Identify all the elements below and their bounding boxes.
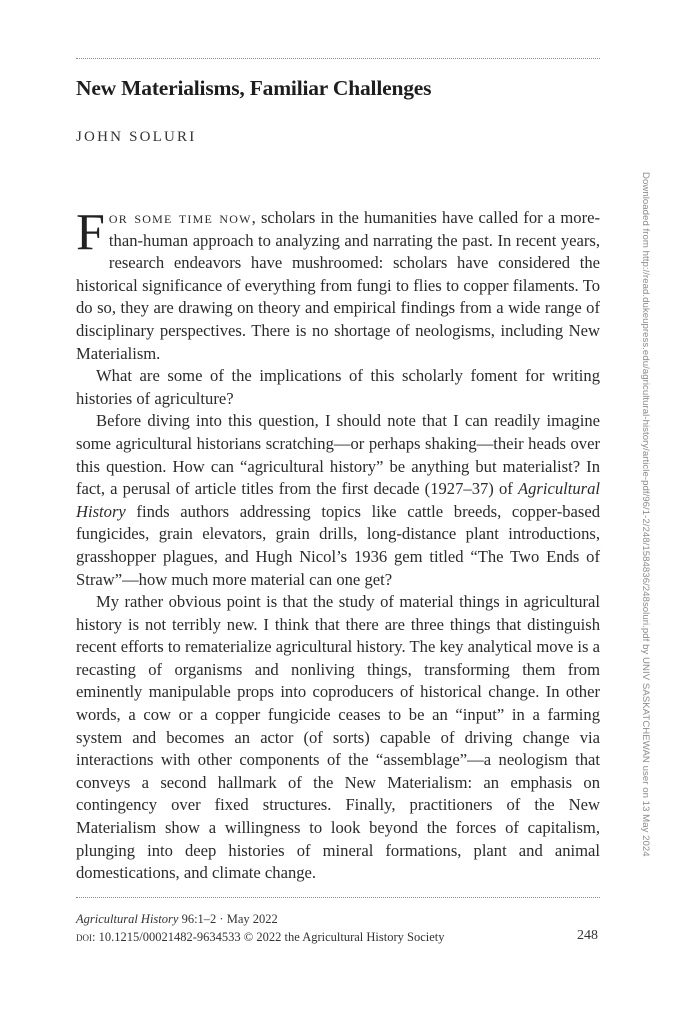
paragraph-2: What are some of the implications of this scholarly foment for writing histories of agriculture? bbox=[76, 366, 600, 408]
doi: doi: 10.1215/00021482-9634533 bbox=[76, 930, 241, 944]
paragraph-4: My rather obvious point is that the study of material things in agricultural history is not terribly new. I think that there are three things that distinguish recent efforts to rematerialize agricultural history. The key analytical move is a recasting of organisms and nonliving things, transforming them from eminently manipulable props into coproducers of historical change. In other words, a cow or a copper fungicide ceases to be an “input” in a farming system and becomes an actor (of sorts) capable of driving change via interactions with other components of the “assemblage”—a neologism that conveys a second hallmark of the New Materialism: an emphasis on contingency over fixed structures. Finally, practitioners of the New Materialism show a willingness to look beyond the forces of capitalism, plunging into deep histories of mineral formations, plant and animal domestications, and climate change. bbox=[76, 592, 600, 883]
article-body bbox=[76, 204, 600, 885]
paragraph-1 bbox=[76, 204, 600, 365]
doi-copyright-line bbox=[76, 928, 600, 946]
citation-separator: · bbox=[216, 912, 227, 926]
volume-issue: 96:1–2 bbox=[178, 912, 217, 926]
header-dotted-rule bbox=[76, 58, 600, 59]
paragraph-3 bbox=[76, 410, 600, 591]
paragraph-3-text-a: Before diving into this question, I should note that I can readily imagine some agricultural historians scratching—or perhaps shaking—their heads over this question. How can “agricultural history” be anything but materialist? In fact, a perusal of article titles from the first decade (1927–37) of bbox=[76, 411, 600, 499]
copyright: © 2022 the Agricultural History Society bbox=[240, 930, 445, 944]
download-notice-sidebar: Downloaded from http://read.dukeupress.edu/agricultural-history/article-pdf/96/1-2/248/1584836/248soluri.pdf by UNIV SASKATCHEWAN user on 13 May 2024 bbox=[640, 172, 651, 857]
paragraph-1-text: , scholars in the humanities have called for a more-than-human approach to analyzing and narrating the past. In recent years, research endeavors have mushroomed: scholars have considered the historical significance of everything from fungi to flies to copper filaments. To do so, they are drawing on theory and empirical findings from a wide range of disciplinary perspectives. There is no shortage of neologisms, including New Materialism. bbox=[76, 208, 600, 363]
page-footer bbox=[76, 910, 600, 946]
journal-name: Agricultural History bbox=[76, 912, 179, 926]
paragraph-3-text-b: finds authors addressing topics like cattle breeds, copper-based fungicides, grain elevators, grain drills, long-distance plant introductions, grasshopper plagues, and Hugh Nicol’s 1936 gem titled “The Two Ends of Straw”—how much more material can one get? bbox=[76, 501, 600, 589]
journal-title-italic: Agricultural History bbox=[76, 479, 600, 521]
opening-small-caps: or some time now bbox=[108, 208, 252, 227]
publication-date: May 2022 bbox=[226, 912, 278, 926]
drop-cap: F bbox=[76, 204, 105, 261]
article-author: JOHN SOLURI bbox=[76, 129, 197, 145]
page-number: 248 bbox=[577, 928, 598, 943]
article-title: New Materialisms, Familiar Challenges bbox=[76, 76, 432, 100]
footer-dotted-rule bbox=[76, 897, 600, 898]
journal-citation bbox=[76, 910, 600, 928]
